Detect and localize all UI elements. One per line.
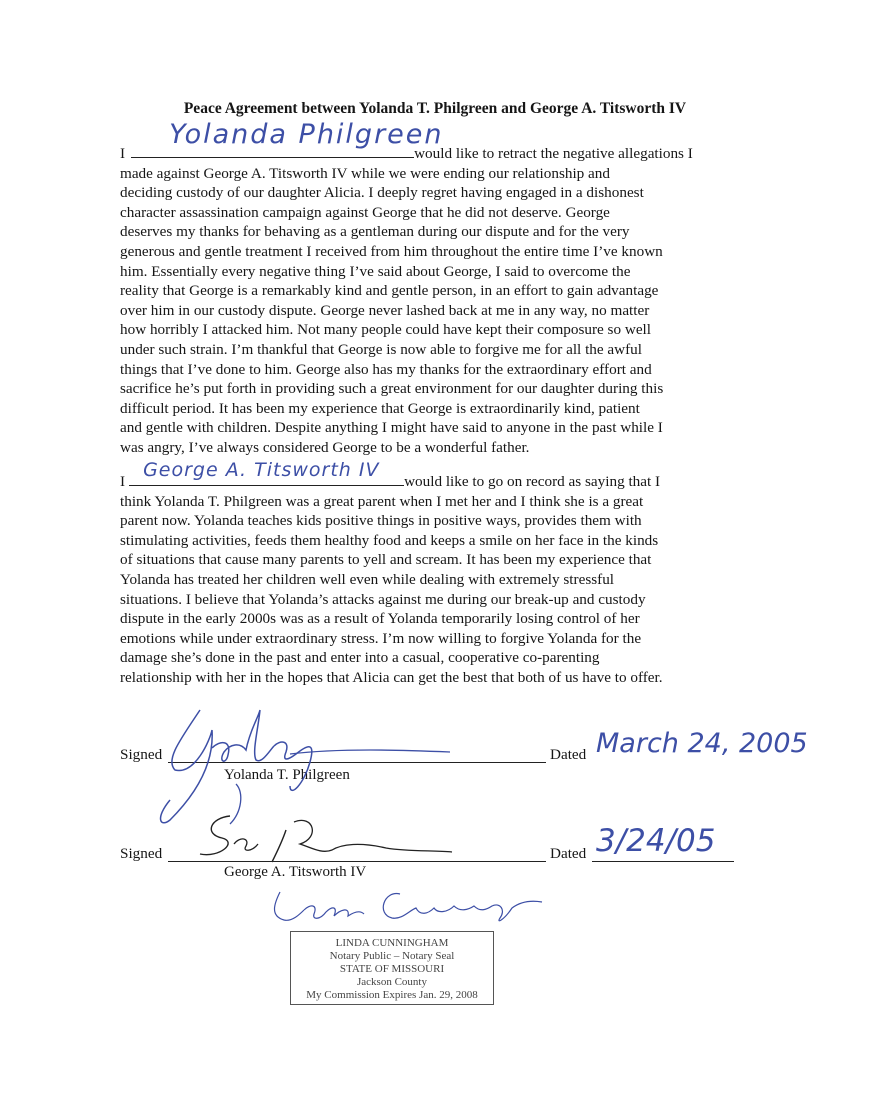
seal-line: Notary Public – Notary Seal — [329, 950, 455, 962]
paragraph-line: sacrifice he’s put forth in providing such a great environment for our daughter during this — [120, 380, 664, 398]
paragraph-line: think Yolanda T. Philgreen was a great parent when I met her and I think she is a great — [120, 492, 644, 510]
paragraph-line: under such strain. I’m thankful that George is now able to forgive me for all the awful — [120, 340, 642, 358]
retraction-paragraph — [120, 119, 738, 458]
printed-name: George A. Titsworth IV — [224, 864, 367, 880]
seal-line: Jackson County — [357, 976, 427, 988]
paragraph-line: reality that George is a remarkably kind and gentle person, in an effort to gain advantage — [120, 282, 659, 300]
handwritten-name: George A. Titsworth IV — [143, 459, 380, 481]
paragraph-line: relationship with her in the hopes that Alicia can get the best that both of us have to offer. — [120, 668, 663, 686]
paragraph-line: over him in our custody dispute. George never lashed back at me in any way, no matter — [120, 301, 650, 319]
paragraph-line: of situations that cause many parents to yell and scream. It has been my experience that — [120, 551, 652, 569]
dated-label: Dated — [550, 746, 587, 763]
handwritten-date: March 24, 2005 — [596, 728, 808, 759]
printed-name: Yolanda T. Philgreen — [224, 767, 350, 783]
paragraph-line-text: would like to retract the negative allegations I — [414, 145, 693, 162]
seal-line: My Commission Expires Jan. 29, 2008 — [306, 989, 478, 1001]
paragraph-line — [120, 119, 738, 164]
seal-line: LINDA CUNNINGHAM — [335, 937, 449, 949]
paragraph-line — [120, 459, 738, 492]
paragraph-line: damage she’s done in the past and enter into a casual, cooperative co-parenting — [120, 649, 600, 667]
signed-label: Signed — [120, 845, 163, 862]
paragraph-lead: I — [120, 473, 126, 490]
name-blank — [129, 459, 404, 486]
dated-label: Dated — [550, 845, 587, 862]
paragraph-line: situations. I believe that Yolanda’s attacks against me during our break-up and custody — [120, 590, 646, 608]
notary-signature-scribble — [260, 880, 570, 930]
paragraph-line: things that I’ve done to him. George also has my thanks for the extraordinary effort and — [120, 360, 652, 378]
endorsement-paragraph — [120, 459, 738, 688]
paragraph-line: him. Essentially every negative thing I’ve said about George, I said to overcome the — [120, 262, 631, 280]
paragraph-line: deserves my thanks for behaving as a gentleman during our dispute and for the very — [120, 223, 630, 241]
paragraph-line: stimulating activities, feeds them healthy food and keeps a smile on her face in the kinds — [120, 531, 659, 549]
handwritten-date: 3/24/05 — [596, 823, 716, 859]
paragraph-line: parent now. Yolanda teaches kids positive things in positive ways, provides them with — [120, 512, 642, 530]
paragraph-line: made against George A. Titsworth IV while we were ending our relationship and — [120, 164, 610, 182]
handwritten-name: Yolanda Philgreen — [169, 119, 444, 150]
notary-seal — [290, 931, 494, 1005]
paragraph-line: how horribly I attacked him. Not many people could have kept their composure so well — [120, 321, 651, 339]
paragraph-line: dispute in the early 2000s was as a result of Yolanda temporarily losing control of her — [120, 610, 640, 628]
date-line — [592, 861, 734, 862]
signed-label: Signed — [120, 746, 163, 763]
paragraph-line: emotions while under extraordinary stress. I’m now willing to forgive Yolanda for the — [120, 629, 642, 647]
paragraph-line: Yolanda has treated her children well even while dealing with extremely stressful — [120, 570, 615, 588]
name-blank — [131, 119, 444, 158]
paragraph-line: generous and gentle treatment I received from him throughout the entire time I’ve known — [120, 242, 663, 260]
paragraph-line: was angry, I’ve always considered George to be a wonderful father. — [120, 438, 530, 456]
paragraph-line: character assassination campaign against George that he did not deserve. George — [120, 203, 610, 221]
seal-line: STATE OF MISSOURI — [339, 963, 445, 975]
paragraph-line: deciding custody of our daughter Alicia. I deeply regret having engaged in a dishonest — [120, 184, 644, 202]
document-title: Peace Agreement between Yolanda T. Philgreen and George A. Titsworth IV — [183, 100, 687, 117]
paragraph-lead: I — [120, 145, 126, 162]
paragraph-line: and gentle with children. Despite anything I might have said to anyone in the past while I — [120, 419, 663, 437]
paragraph-line: difficult period. It has been my experience that George is extraordinarily kind, patient — [120, 399, 640, 417]
paragraph-line-text: would like to go on record as saying that I — [404, 473, 661, 490]
george-signature-scribble — [190, 808, 490, 868]
